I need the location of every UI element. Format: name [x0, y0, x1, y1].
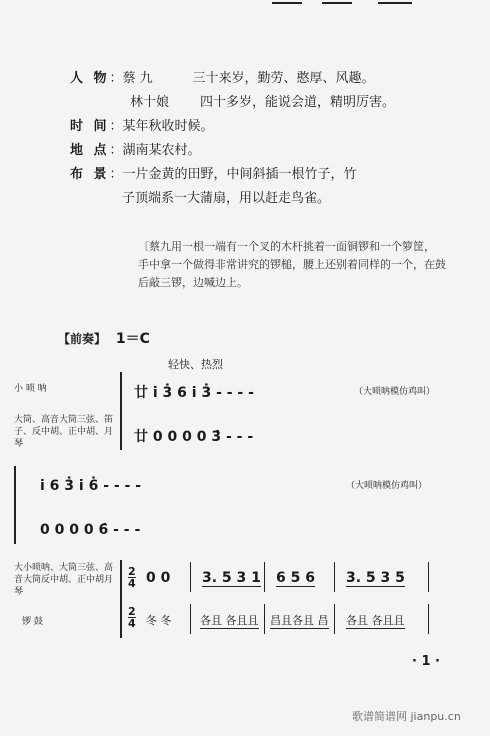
key-signature: 1＝C: [115, 331, 150, 347]
sys1-bot-notes: 廿 0 0 0 0 3̇ - - -: [134, 429, 254, 445]
inst-group2-label: 大小唢呐、大筒三弦、高音大筒反中胡、正中胡月 琴: [14, 563, 114, 597]
system2-brace: [14, 466, 16, 544]
sys3-top-m2: 3. 5 3 1: [202, 570, 261, 586]
sys3-bar-3: [334, 562, 335, 592]
direction-line-3: 后敲三锣，边喊边上。: [138, 276, 248, 289]
inst-group-label: 大筒、高音大筒三弦、笛子、反中胡、正中胡、月琴: [14, 415, 114, 449]
place-row: 地 点：湖南某农村。: [70, 143, 201, 158]
time-signature-top: [128, 566, 136, 589]
sys3-bot-m1: 冬 冬: [146, 614, 172, 627]
top-rule-mid: [322, 2, 352, 4]
sys3-bot-bar-4: [428, 604, 429, 634]
sys3-top-m3: 6 5 6: [276, 570, 315, 586]
direction-line-2: 手中拿一个做得非常讲究的锣槌，腰上还别着同样的一个，在鼓: [138, 258, 446, 271]
stage-direction: [138, 238, 446, 292]
time-sig-den-2: 4: [128, 617, 136, 630]
sys3-bar-4: [428, 562, 429, 592]
renwu-label: 人 物: [70, 71, 110, 86]
inst-gong-label: 锣 鼓: [22, 617, 43, 627]
char2-name: 林十娘: [130, 95, 170, 110]
time-row: 时 间：某年秋收时候。: [70, 119, 214, 134]
sys1-top-note: （大唢呐模仿鸡叫）: [354, 387, 436, 397]
time-sig-den: 4: [128, 577, 136, 590]
sys3-bar-2: [264, 562, 265, 592]
time-signature-bot: [128, 606, 136, 629]
tempo-mark: 轻快、热烈: [168, 358, 223, 371]
sys3-bar-1: [190, 562, 191, 592]
system3-brace: [120, 560, 122, 638]
score-header: [58, 328, 150, 348]
place-label: 地 点: [70, 143, 110, 158]
sys3-bot-bar-2: [264, 604, 265, 634]
time-label: 时 间: [70, 119, 110, 134]
char1-desc: 三十来岁，勤劳、憨厚、风趣。: [192, 71, 375, 86]
top-rule-right: [378, 2, 412, 4]
sys3-bot-bar-1: [190, 604, 191, 634]
scene-row-2: [70, 190, 395, 208]
sys3-bot-m4: 各且 各且且: [346, 614, 405, 627]
scene-line-1: 一片金黄的田野，中间斜插一根竹子，竹: [122, 167, 357, 182]
sys2-top-notes: i 6 3̇ i 6̇ - - - -: [40, 478, 142, 494]
char1-name: 蔡 九: [122, 71, 153, 86]
sys3-top-m1: 0 0: [146, 570, 171, 586]
scene-label: 布 景: [70, 167, 110, 182]
cast-block: [70, 70, 395, 208]
time-sig-num: 2: [128, 565, 136, 578]
top-rule-left: [272, 2, 302, 4]
renwu-row: 人 物：蔡 九 三十来岁，勤劳、憨厚、风趣。: [70, 71, 375, 86]
scene-line-2: 子顶端系一大蒲扇，用以赶走鸟雀。: [122, 191, 331, 206]
sys3-bot-bar-3: [334, 604, 335, 634]
time-text: 某年秋收时候。: [122, 119, 214, 134]
inst-suona-label: 小 唢 呐: [14, 384, 47, 394]
direction-line-1: 〔蔡九用一根一端有一个叉的木杆挑着一面铜锣和一个箩筐，: [138, 240, 435, 253]
renwu-row-2: [70, 94, 395, 112]
sys3-bot-m3: 昌且各且 昌: [270, 614, 329, 627]
place-text: 湖南某农村。: [122, 143, 201, 158]
sys3-top-m4: 3. 5 3 5: [346, 570, 405, 586]
sys2-top-note: （大唢呐模仿鸡叫）: [346, 481, 428, 491]
page-number: · 1 ·: [412, 654, 440, 669]
system1-brace: [120, 372, 122, 450]
watermark: 歌谱简谱网 jianpu.cn: [352, 710, 461, 723]
sys3-bot-m2: 各且 各且且: [200, 614, 259, 627]
sys1-top-notes: 廿 i 3̇ 6 i 3̇ - - - -: [134, 385, 254, 401]
char2-desc: 四十多岁，能说会道，精明厉害。: [200, 95, 396, 110]
scene-row: 布 景：一片金黄的田野，中间斜插一根竹子，竹: [70, 167, 357, 182]
time-sig-num-2: 2: [128, 605, 136, 618]
sys2-bot-notes: 0 0 0 0 6̇ - - -: [40, 522, 141, 538]
section-label: 【前奏】: [58, 332, 107, 346]
